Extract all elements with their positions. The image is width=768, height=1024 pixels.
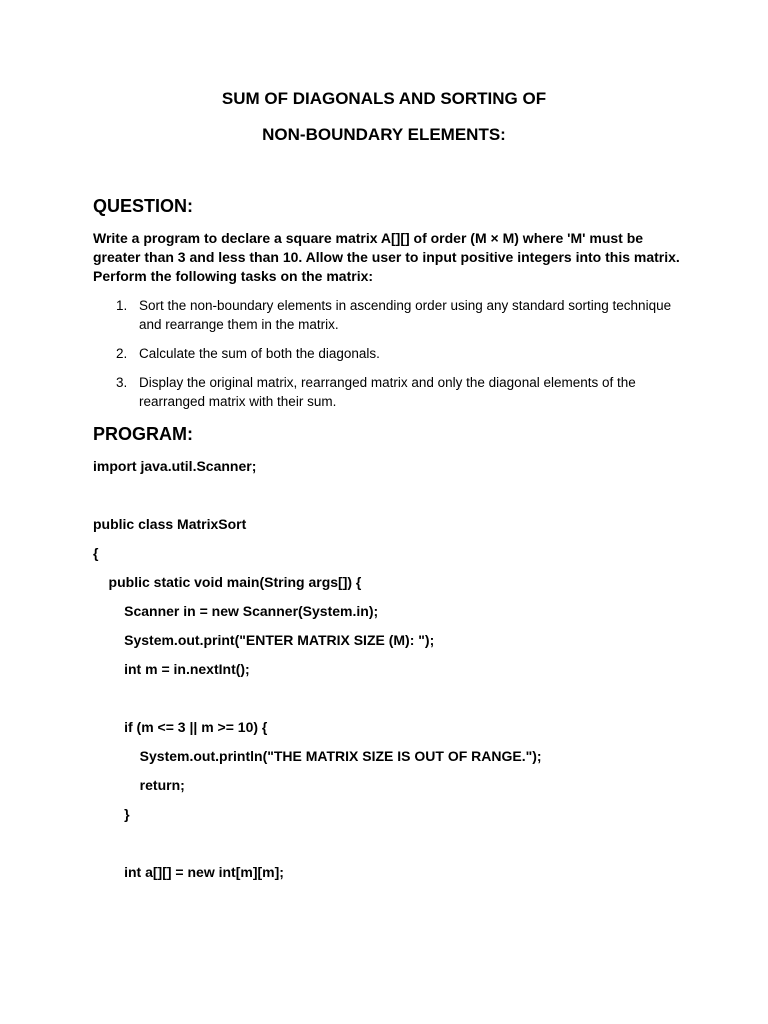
task-number: 1. <box>116 298 128 313</box>
document-title-line-1: SUM OF DIAGONALS AND SORTING OF <box>221 89 547 108</box>
code-line <box>93 484 713 513</box>
code-line: int a[][] = new int[m][m]; <box>93 864 284 880</box>
code-line: import java.util.Scanner; <box>93 458 257 474</box>
code-line: return; <box>93 777 185 793</box>
code-line: System.out.print("ENTER MATRIX SIZE (M): "); <box>93 632 435 648</box>
code-line <box>93 687 713 716</box>
code-line: int m = in.nextInt(); <box>93 661 250 677</box>
question-heading: QUESTION: <box>93 196 194 216</box>
code-line: Scanner in = new Scanner(System.in); <box>93 603 379 619</box>
task-number: 2. <box>116 346 128 361</box>
code-line: public static void main(String args[]) { <box>93 574 362 590</box>
code-line: System.out.println("THE MATRIX SIZE IS OUT OF RANGE."); <box>93 748 542 764</box>
code-line <box>93 832 713 861</box>
task-item <box>93 296 683 334</box>
code-line: } <box>93 806 130 822</box>
task-text: Display the original matrix, rearranged matrix and only the diagonal elements of the rearranged matrix with their sum. <box>139 375 636 409</box>
code-line: { <box>93 545 99 561</box>
task-item <box>93 373 683 411</box>
task-text: Sort the non-boundary elements in ascending order using any standard sorting technique and rearrange them in the matrix. <box>139 298 672 332</box>
document-title-line-2: NON-BOUNDARY ELEMENTS: <box>262 125 506 144</box>
question-intro: Write a program to declare a square matrix A[][] of order (M × M) where 'M' must be greater than 3 and less than 10. Allow the user to input positive integers into this matrix. Perform the following tasks on the matrix: <box>93 230 680 284</box>
task-number: 3. <box>116 375 128 390</box>
code-line: if (m <= 3 || m >= 10) { <box>93 719 268 735</box>
program-code <box>93 455 713 890</box>
task-list <box>93 296 683 421</box>
code-line: public class MatrixSort <box>93 516 247 532</box>
program-heading: PROGRAM: <box>93 424 193 444</box>
task-item <box>93 344 683 363</box>
task-text: Calculate the sum of both the diagonals. <box>139 346 380 361</box>
